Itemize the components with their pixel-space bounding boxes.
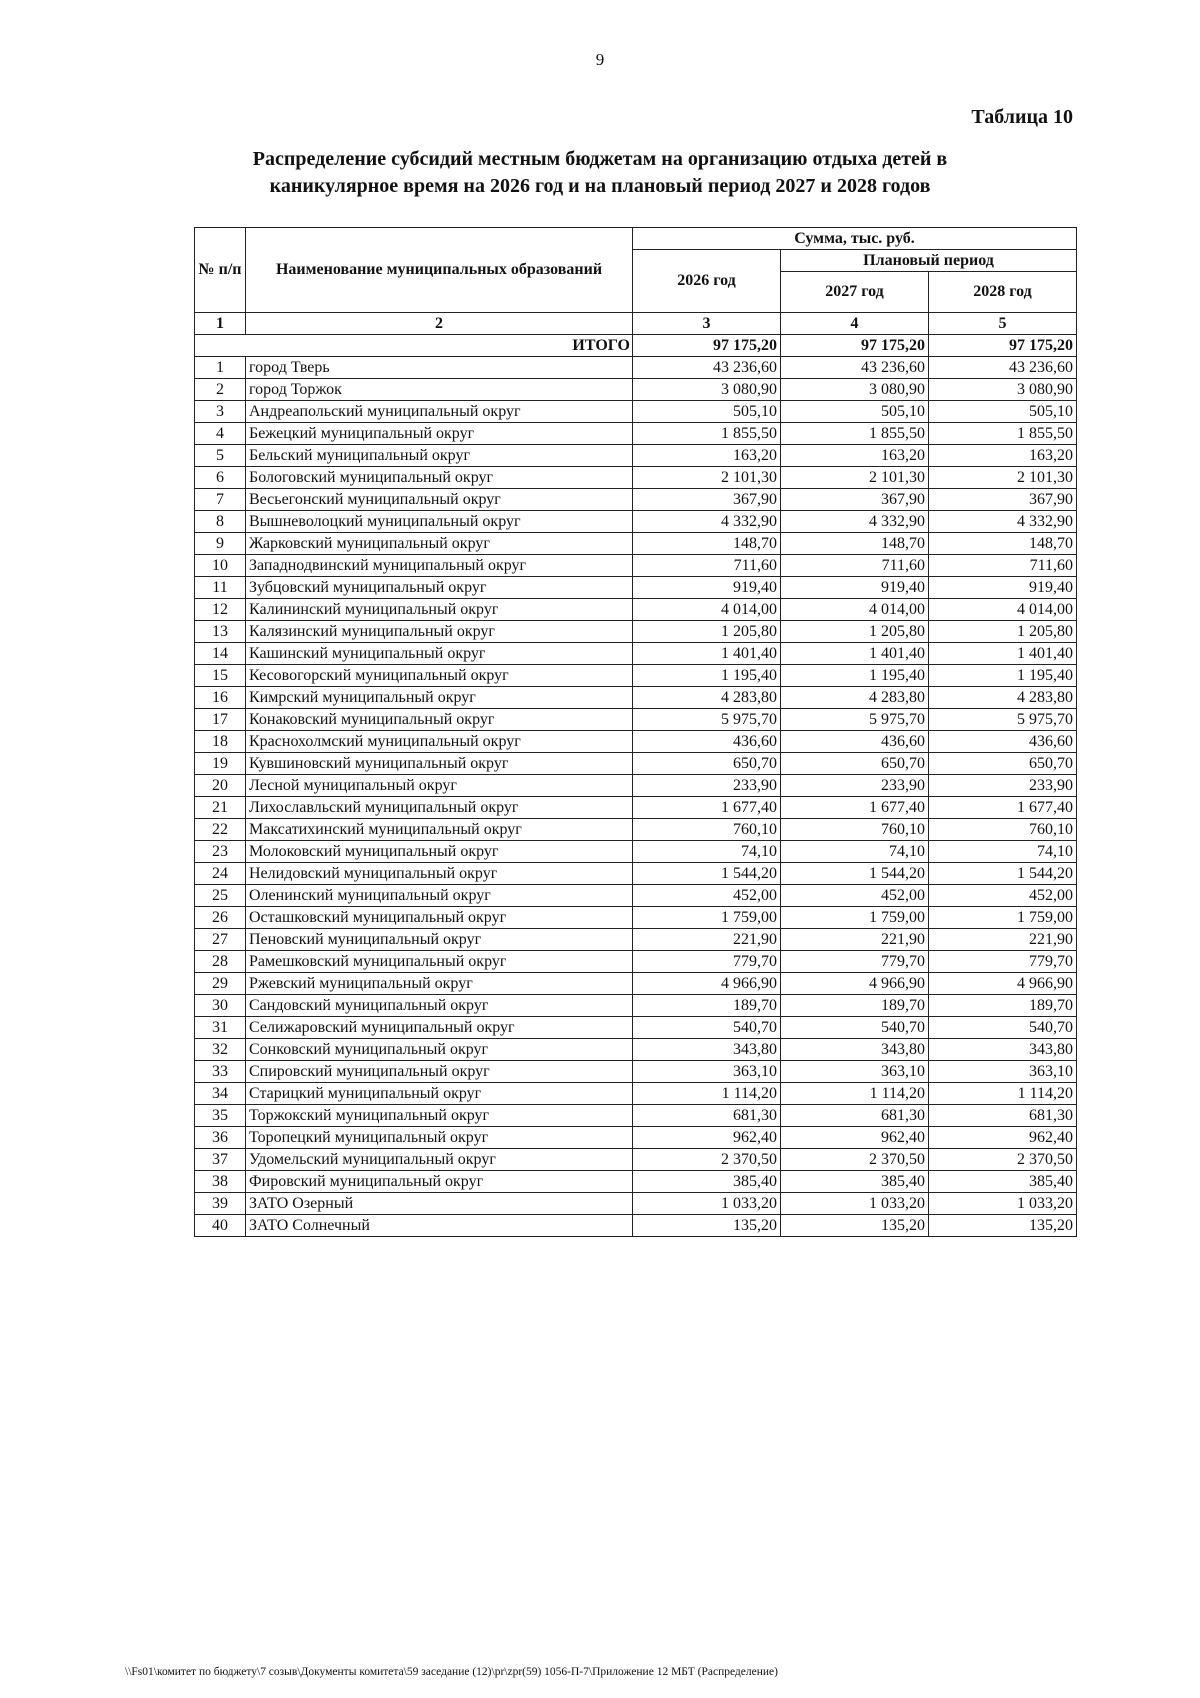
amount-2026: 4 966,90 <box>633 973 781 995</box>
table-row <box>195 775 1077 797</box>
amount-2028: 1 677,40 <box>929 797 1077 819</box>
amount-2027: 436,60 <box>781 731 929 753</box>
table-row <box>195 709 1077 731</box>
amount-2027: 4 332,90 <box>781 511 929 533</box>
amount-2028: 385,40 <box>929 1171 1077 1193</box>
table-row <box>195 489 1077 511</box>
amount-2028: 2 370,50 <box>929 1149 1077 1171</box>
header-name: Наименование муниципальных образований <box>246 228 633 313</box>
municipality-name: Вышневолоцкий муниципальный округ <box>246 511 633 533</box>
amount-2028: 760,10 <box>929 819 1077 841</box>
amount-2028: 540,70 <box>929 1017 1077 1039</box>
amount-2026: 3 080,90 <box>633 379 781 401</box>
amount-2027: 3 080,90 <box>781 379 929 401</box>
row-number: 24 <box>195 863 246 885</box>
row-number: 30 <box>195 995 246 1017</box>
amount-2027: 367,90 <box>781 489 929 511</box>
amount-2027: 1 195,40 <box>781 665 929 687</box>
amount-2026: 919,40 <box>633 577 781 599</box>
row-number: 14 <box>195 643 246 665</box>
amount-2027: 1 544,20 <box>781 863 929 885</box>
amount-2028: 1 401,40 <box>929 643 1077 665</box>
municipality-name: Калининский муниципальный округ <box>246 599 633 621</box>
row-number: 22 <box>195 819 246 841</box>
row-number: 4 <box>195 423 246 445</box>
amount-2027: 233,90 <box>781 775 929 797</box>
table-row <box>195 1171 1077 1193</box>
table-label: Таблица 10 <box>971 106 1073 128</box>
amount-2027: 43 236,60 <box>781 357 929 379</box>
table-row <box>195 1061 1077 1083</box>
subsidy-table <box>194 227 1077 1237</box>
table-row <box>195 841 1077 863</box>
row-number: 26 <box>195 907 246 929</box>
amount-2028: 1 114,20 <box>929 1083 1077 1105</box>
amount-2028: 962,40 <box>929 1127 1077 1149</box>
table-row <box>195 1193 1077 1215</box>
amount-2027: 363,10 <box>781 1061 929 1083</box>
row-number: 38 <box>195 1171 246 1193</box>
amount-2027: 4 966,90 <box>781 973 929 995</box>
table-row <box>195 533 1077 555</box>
amount-2027: 505,10 <box>781 401 929 423</box>
amount-2028: 135,20 <box>929 1215 1077 1237</box>
municipality-name: Осташковский муниципальный округ <box>246 907 633 929</box>
row-number: 18 <box>195 731 246 753</box>
amount-2026: 2 370,50 <box>633 1149 781 1171</box>
municipality-name: Лихославльский муниципальный округ <box>246 797 633 819</box>
amount-2026: 540,70 <box>633 1017 781 1039</box>
amount-2027: 4 283,80 <box>781 687 929 709</box>
table-row <box>195 731 1077 753</box>
amount-2026: 711,60 <box>633 555 781 577</box>
municipality-name: Нелидовский муниципальный округ <box>246 863 633 885</box>
amount-2026: 233,90 <box>633 775 781 797</box>
amount-2026: 962,40 <box>633 1127 781 1149</box>
amount-2026: 148,70 <box>633 533 781 555</box>
municipality-name: Кашинский муниципальный округ <box>246 643 633 665</box>
header-2028: 2028 год <box>929 272 1077 313</box>
amount-2026: 189,70 <box>633 995 781 1017</box>
amount-2027: 2 101,30 <box>781 467 929 489</box>
row-number: 28 <box>195 951 246 973</box>
amount-2027: 919,40 <box>781 577 929 599</box>
header-sum: Сумма, тыс. руб. <box>633 228 1077 250</box>
amount-2028: 1 544,20 <box>929 863 1077 885</box>
amount-2026: 367,90 <box>633 489 781 511</box>
municipality-name: Спировский муниципальный округ <box>246 1061 633 1083</box>
amount-2028: 4 014,00 <box>929 599 1077 621</box>
table-row <box>195 1017 1077 1039</box>
amount-2028: 650,70 <box>929 753 1077 775</box>
amount-2027: 1 401,40 <box>781 643 929 665</box>
table-row <box>195 467 1077 489</box>
amount-2027: 1 033,20 <box>781 1193 929 1215</box>
amount-2028: 4 283,80 <box>929 687 1077 709</box>
amount-2026: 363,10 <box>633 1061 781 1083</box>
amount-2026: 4 283,80 <box>633 687 781 709</box>
table-row <box>195 973 1077 995</box>
amount-2027: 452,00 <box>781 885 929 907</box>
total-2028: 97 175,20 <box>929 335 1077 357</box>
municipality-name: Торжокский муниципальный округ <box>246 1105 633 1127</box>
row-number: 33 <box>195 1061 246 1083</box>
amount-2026: 385,40 <box>633 1171 781 1193</box>
column-index: 5 <box>929 313 1077 335</box>
amount-2026: 5 975,70 <box>633 709 781 731</box>
amount-2027: 650,70 <box>781 753 929 775</box>
row-number: 40 <box>195 1215 246 1237</box>
row-number: 13 <box>195 621 246 643</box>
municipality-name: Кимрский муниципальный округ <box>246 687 633 709</box>
row-number: 25 <box>195 885 246 907</box>
municipality-name: Конаковский муниципальный округ <box>246 709 633 731</box>
header-2026: 2026 год <box>633 250 781 313</box>
amount-2026: 1 759,00 <box>633 907 781 929</box>
amount-2027: 1 759,00 <box>781 907 929 929</box>
amount-2028: 452,00 <box>929 885 1077 907</box>
municipality-name: Сонковский муниципальный округ <box>246 1039 633 1061</box>
table-row <box>195 643 1077 665</box>
amount-2027: 343,80 <box>781 1039 929 1061</box>
municipality-name: Фировский муниципальный округ <box>246 1171 633 1193</box>
amount-2026: 1 195,40 <box>633 665 781 687</box>
row-number: 17 <box>195 709 246 731</box>
amount-2026: 1 544,20 <box>633 863 781 885</box>
column-index: 3 <box>633 313 781 335</box>
amount-2027: 681,30 <box>781 1105 929 1127</box>
row-number: 12 <box>195 599 246 621</box>
row-number: 2 <box>195 379 246 401</box>
table-row <box>195 1149 1077 1171</box>
amount-2028: 1 855,50 <box>929 423 1077 445</box>
amount-2028: 1 205,80 <box>929 621 1077 643</box>
amount-2027: 779,70 <box>781 951 929 973</box>
amount-2028: 711,60 <box>929 555 1077 577</box>
municipality-name: Калязинский муниципальный округ <box>246 621 633 643</box>
amount-2026: 681,30 <box>633 1105 781 1127</box>
row-number: 23 <box>195 841 246 863</box>
amount-2027: 1 677,40 <box>781 797 929 819</box>
municipality-name: город Торжок <box>246 379 633 401</box>
column-index: 1 <box>195 313 246 335</box>
row-number: 3 <box>195 401 246 423</box>
table-row <box>195 577 1077 599</box>
municipality-name: Рамешковский муниципальный округ <box>246 951 633 973</box>
amount-2026: 452,00 <box>633 885 781 907</box>
municipality-name: Пеновский муниципальный округ <box>246 929 633 951</box>
column-index-row <box>195 313 1077 335</box>
amount-2027: 962,40 <box>781 1127 929 1149</box>
amount-2027: 1 855,50 <box>781 423 929 445</box>
municipality-name: Бельский муниципальный округ <box>246 445 633 467</box>
row-number: 35 <box>195 1105 246 1127</box>
row-number: 37 <box>195 1149 246 1171</box>
amount-2028: 4 966,90 <box>929 973 1077 995</box>
municipality-name: Бологовский муниципальный округ <box>246 467 633 489</box>
municipality-name: Западнодвинский муниципальный округ <box>246 555 633 577</box>
amount-2026: 1 677,40 <box>633 797 781 819</box>
amount-2027: 1 114,20 <box>781 1083 929 1105</box>
table-row <box>195 753 1077 775</box>
municipality-name: ЗАТО Озерный <box>246 1193 633 1215</box>
amount-2027: 74,10 <box>781 841 929 863</box>
amount-2028: 1 033,20 <box>929 1193 1077 1215</box>
table-row <box>195 423 1077 445</box>
amount-2026: 760,10 <box>633 819 781 841</box>
total-2026: 97 175,20 <box>633 335 781 357</box>
amount-2026: 2 101,30 <box>633 467 781 489</box>
amount-2026: 4 332,90 <box>633 511 781 533</box>
page-number: 9 <box>595 50 605 69</box>
document-title <box>0 146 1200 200</box>
table-row <box>195 929 1077 951</box>
total-row <box>195 335 1077 357</box>
row-number: 27 <box>195 929 246 951</box>
amount-2027: 221,90 <box>781 929 929 951</box>
table-row <box>195 401 1077 423</box>
table-row <box>195 1127 1077 1149</box>
amount-2026: 1 401,40 <box>633 643 781 665</box>
municipality-name: Кесовогорский муниципальный округ <box>246 665 633 687</box>
table-row <box>195 1215 1077 1237</box>
amount-2028: 505,10 <box>929 401 1077 423</box>
document-title-line-2: каникулярное время на 2026 год и на плановый период 2027 и 2028 годов <box>269 175 931 197</box>
amount-2028: 74,10 <box>929 841 1077 863</box>
amount-2026: 74,10 <box>633 841 781 863</box>
municipality-name: Ржевский муниципальный округ <box>246 973 633 995</box>
table-row <box>195 599 1077 621</box>
municipality-name: Удомельский муниципальный округ <box>246 1149 633 1171</box>
row-number: 6 <box>195 467 246 489</box>
municipality-name: Весьегонский муниципальный округ <box>246 489 633 511</box>
amount-2028: 233,90 <box>929 775 1077 797</box>
amount-2026: 135,20 <box>633 1215 781 1237</box>
amount-2026: 1 205,80 <box>633 621 781 643</box>
municipality-name: Бежецкий муниципальный округ <box>246 423 633 445</box>
header-planned-period: Плановый период <box>781 250 1077 272</box>
amount-2026: 43 236,60 <box>633 357 781 379</box>
row-number: 19 <box>195 753 246 775</box>
municipality-name: город Тверь <box>246 357 633 379</box>
amount-2026: 4 014,00 <box>633 599 781 621</box>
column-index: 4 <box>781 313 929 335</box>
row-number: 39 <box>195 1193 246 1215</box>
column-index: 2 <box>246 313 633 335</box>
amount-2026: 1 855,50 <box>633 423 781 445</box>
amount-2028: 3 080,90 <box>929 379 1077 401</box>
table-row <box>195 1105 1077 1127</box>
amount-2028: 436,60 <box>929 731 1077 753</box>
municipality-name: Лесной муниципальный округ <box>246 775 633 797</box>
amount-2027: 4 014,00 <box>781 599 929 621</box>
row-number: 31 <box>195 1017 246 1039</box>
row-number: 10 <box>195 555 246 577</box>
amount-2026: 505,10 <box>633 401 781 423</box>
amount-2028: 1 195,40 <box>929 665 1077 687</box>
municipality-name: Андреапольский муниципальный округ <box>246 401 633 423</box>
amount-2028: 4 332,90 <box>929 511 1077 533</box>
amount-2026: 779,70 <box>633 951 781 973</box>
table-row <box>195 555 1077 577</box>
amount-2028: 148,70 <box>929 533 1077 555</box>
amount-2028: 367,90 <box>929 489 1077 511</box>
total-2027: 97 175,20 <box>781 335 929 357</box>
amount-2027: 2 370,50 <box>781 1149 929 1171</box>
row-number: 21 <box>195 797 246 819</box>
amount-2028: 163,20 <box>929 445 1077 467</box>
amount-2028: 2 101,30 <box>929 467 1077 489</box>
table-row <box>195 687 1077 709</box>
table-row <box>195 445 1077 467</box>
amount-2027: 148,70 <box>781 533 929 555</box>
header-2027: 2027 год <box>781 272 929 313</box>
municipality-name: Краснохолмский муниципальный округ <box>246 731 633 753</box>
amount-2026: 1 114,20 <box>633 1083 781 1105</box>
table-row <box>195 885 1077 907</box>
amount-2027: 163,20 <box>781 445 929 467</box>
table-row <box>195 665 1077 687</box>
amount-2028: 919,40 <box>929 577 1077 599</box>
amount-2027: 189,70 <box>781 995 929 1017</box>
amount-2028: 5 975,70 <box>929 709 1077 731</box>
row-number: 29 <box>195 973 246 995</box>
table-row <box>195 819 1077 841</box>
amount-2026: 343,80 <box>633 1039 781 1061</box>
table-row <box>195 907 1077 929</box>
row-number: 7 <box>195 489 246 511</box>
row-number: 16 <box>195 687 246 709</box>
total-label: ИТОГО <box>195 335 633 357</box>
municipality-name: Сандовский муниципальный округ <box>246 995 633 1017</box>
municipality-name: Кувшиновский муниципальный округ <box>246 753 633 775</box>
amount-2028: 343,80 <box>929 1039 1077 1061</box>
amount-2027: 711,60 <box>781 555 929 577</box>
amount-2027: 385,40 <box>781 1171 929 1193</box>
amount-2026: 650,70 <box>633 753 781 775</box>
table-row <box>195 357 1077 379</box>
row-number: 32 <box>195 1039 246 1061</box>
municipality-name: Старицкий муниципальный округ <box>246 1083 633 1105</box>
amount-2026: 221,90 <box>633 929 781 951</box>
amount-2028: 363,10 <box>929 1061 1077 1083</box>
row-number: 11 <box>195 577 246 599</box>
amount-2028: 221,90 <box>929 929 1077 951</box>
table-row <box>195 1083 1077 1105</box>
amount-2026: 1 033,20 <box>633 1193 781 1215</box>
municipality-name: Торопецкий муниципальный округ <box>246 1127 633 1149</box>
amount-2028: 1 759,00 <box>929 907 1077 929</box>
amount-2026: 163,20 <box>633 445 781 467</box>
table-row <box>195 1039 1077 1061</box>
amount-2028: 189,70 <box>929 995 1077 1017</box>
municipality-name: Оленинский муниципальный округ <box>246 885 633 907</box>
row-number: 20 <box>195 775 246 797</box>
amount-2027: 135,20 <box>781 1215 929 1237</box>
municipality-name: Жарковский муниципальный округ <box>246 533 633 555</box>
amount-2026: 436,60 <box>633 731 781 753</box>
amount-2027: 1 205,80 <box>781 621 929 643</box>
row-number: 15 <box>195 665 246 687</box>
table-row <box>195 797 1077 819</box>
document-title-line-1: Распределение субсидий местным бюджетам на организацию отдыха детей в <box>252 148 948 170</box>
amount-2028: 779,70 <box>929 951 1077 973</box>
municipality-name: Молоковский муниципальный округ <box>246 841 633 863</box>
amount-2027: 5 975,70 <box>781 709 929 731</box>
municipality-name: Максатихинский муниципальный округ <box>246 819 633 841</box>
header-number: № п/п <box>195 228 246 313</box>
amount-2027: 760,10 <box>781 819 929 841</box>
table-row <box>195 995 1077 1017</box>
amount-2027: 540,70 <box>781 1017 929 1039</box>
footer-file-path: \\Fs01\комитет по бюджету\7 созыв\Документы комитета\59 заседание (12)\pr\zpr(59) 1056-П-7\Приложение 12 МБТ (Распределение) <box>125 1666 778 1678</box>
table-row <box>195 379 1077 401</box>
amount-2028: 43 236,60 <box>929 357 1077 379</box>
row-number: 36 <box>195 1127 246 1149</box>
table-row <box>195 511 1077 533</box>
municipality-name: Зубцовский муниципальный округ <box>246 577 633 599</box>
row-number: 8 <box>195 511 246 533</box>
amount-2028: 681,30 <box>929 1105 1077 1127</box>
row-number: 34 <box>195 1083 246 1105</box>
table-row <box>195 863 1077 885</box>
table-row <box>195 951 1077 973</box>
municipality-name: Селижаровский муниципальный округ <box>246 1017 633 1039</box>
row-number: 5 <box>195 445 246 467</box>
municipality-name: ЗАТО Солнечный <box>246 1215 633 1237</box>
row-number: 1 <box>195 357 246 379</box>
table-row <box>195 621 1077 643</box>
row-number: 9 <box>195 533 246 555</box>
